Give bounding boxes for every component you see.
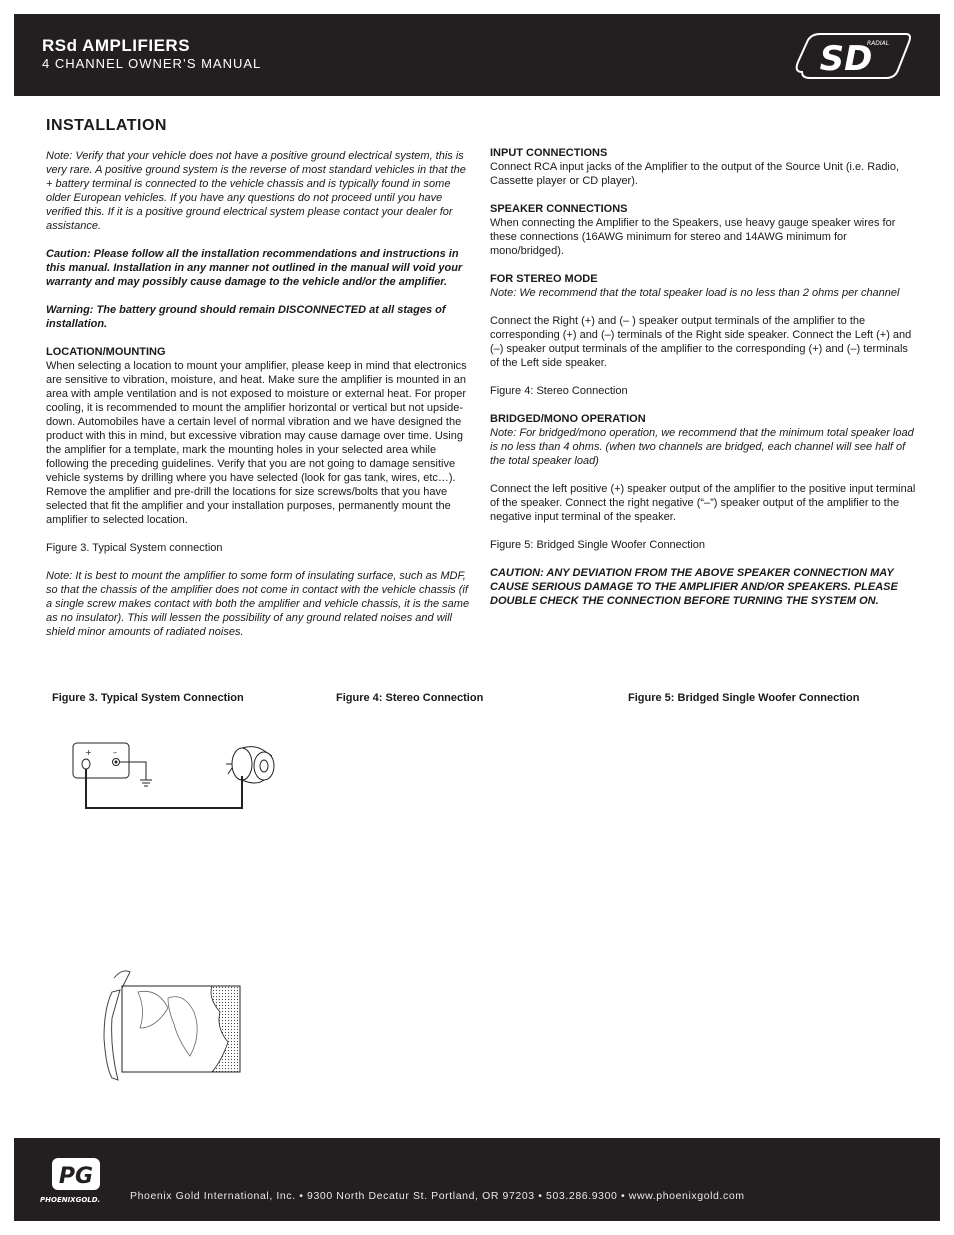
mounting-location-sketch [98,968,244,1082]
left-column [46,149,470,653]
bridged-block [490,412,918,468]
page-footer [14,1138,940,1221]
ground-wire [119,762,146,780]
phoenix-gold-logo [40,1156,126,1206]
battery-body [73,743,129,778]
speaker-connections-block [490,202,918,258]
power-wire [86,769,242,808]
warning-battery-ground: Warning: The battery ground should remain DISCONNECTED at all stages of installation. [46,304,446,330]
system-connection-diagram [66,736,282,816]
figure3-reference: Figure 3. Typical System connection [46,542,223,554]
battery-plus-label: + [85,748,92,757]
location-mounting-body: When selecting a location to mount your amplifier, please keep in mind that electronics are sensitive to vibration, moisture, and heat. Make sure the amplifier is mounted in an area with ample ventilation and is not exposed to moisture or external heat. For proper cooling, it is recommended to mount the amplifier horizontal or vertical but not upside-down. Automobiles have a certain level of normal vibration and we have designed the product with this in mind, but excessive vibration may cause damage over time. Using the amplifier for a template, mark the mounting holes in your selected area while following the preceding guidelines. Verify that you are not going to damage sensitive vehicle systems by drilling where you have selected (look for gas tank, wires, etc…). Remove the amplifier and pre-drill the locations for size screws/bolts that you have selected that fit the amplifier and your installation purposes, permanently mount the amplifier to selected location. [46,360,467,526]
speaker-icon [226,747,274,783]
carpet-texture-area [211,986,240,1072]
product-title: RSd AMPLIFIERS [42,36,191,55]
svg-text:PG: PG [58,1164,94,1189]
location-mounting-heading: LOCATION/MOUNTING [46,346,166,358]
caution-installation: Caution: Please follow all the installation recommendations and instructions in this manual. Installation in any manner not outlined in the manual will void your warranty and may possibly cause damage to the vehicle and/or the amplifier. [46,248,463,288]
phoenix-gold-wordmark: PHOENIXGOLD. [40,1196,101,1204]
stereo-mode-heading: FOR STEREO MODE [490,273,598,285]
ground-symbol-icon [140,780,152,786]
note-positive-ground: Note: Verify that your vehicle does not have a positive ground electrical system, this is very rare. A positive ground system is the reverse of most standard vehicles in that the + battery terminal is connected to the vehicle chassis and is typically found in some older European vehicles. If you have any questions do not proceed until you have verified this. If it is a positive ground electrical system please contact your dealer for assistance. [46,150,466,232]
stereo-mode-note: Note: We recommend that the total speaker load is no less than 2 ohms per channel [490,287,900,299]
bridged-body: Connect the left positive (+) speaker output of the amplifier to the positive input terminal of the speaker. Connect the right negative (“–”) speaker output of the amplifier to the negative input terminal of the speaker. [490,483,916,523]
logo-radial-text: RADIAL [866,40,890,47]
figure5-caption: Figure 5: Bridged Single Woofer Connection [628,692,860,704]
caution-deviation: CAUTION: ANY DEVIATION FROM THE ABOVE SPEAKER CONNECTION MAY CAUSE SERIOUS DAMAGE TO THE AMPLIFIER AND/OR SPEAKERS. PLEASE DOUBLE CHECK THE CONNECTION BEFORE TURNING THE SYSTEM ON. [490,567,898,607]
page-header [14,14,940,96]
input-connections-heading: INPUT CONNECTIONS [490,147,608,159]
figure4-caption: Figure 4: Stereo Connection [336,692,484,704]
figure4-reference: Figure 4: Stereo Connection [490,385,628,397]
speaker-connections-heading: SPEAKER CONNECTIONS [490,203,628,215]
figure5-reference: Figure 5: Bridged Single Woofer Connection [490,539,706,551]
note-insulating-surface: Note: It is best to mount the amplifier to some form of insulating surface, such as MDF, so that the chassis of the amplifier does not come in contact with the vehicle chassis (if a single screw makes contact with both the amplifier and vehicle chassis, it is the same as no insulator). This will lessen the possibility of any ground related noises and will shield minor amounts of radiated noises. [46,570,470,638]
battery-minus-label: – [113,748,117,757]
company-address: Phoenix Gold International, Inc. • 9300 North Decatur St. Portland, OR 97203 • 503.286.9300 • www.phoenixgold.com [130,1190,745,1202]
input-connections-body: Connect RCA input jacks of the Amplifier to the output of the Source Unit (i.e. Radio, Cassette player or CD player). [490,161,900,187]
stereo-mode-body: Connect the Right (+) and (– ) speaker output terminals of the amplifier to the corresponding (+) and (–) terminals of the Right side speaker. Connect the Left (+) and (–) speaker output terminals of the amplifier to the corresponding (+) and (–) terminals of the Left side speaker. [490,315,912,369]
vehicle-door-outline [104,990,120,1080]
location-mounting-block [46,345,470,527]
speaker-connections-body: When connecting the Amplifier to the Speakers, use heavy gauge speaker wires for these connections (16AWG minimum for stereo and 14AWG minimum for mono/bridged). [490,217,896,257]
bridged-note: Note: For bridged/mono operation, we recommend that the minimum total speaker load is no less than 4 ohms. (when two channels are bridged, each channel will see half of the total speaker load) [490,427,914,467]
figure3-caption: Figure 3. Typical System Connection [52,692,244,704]
stereo-mode-block [490,272,918,300]
logo-mark-text: SD [819,39,873,79]
rsd-radial-logo [792,32,912,80]
right-column [490,146,918,622]
manual-subtitle: 4 CHANNEL OWNER’S MANUAL [42,56,262,71]
battery-positive-terminal [82,759,90,769]
bridged-heading: BRIDGED/MONO OPERATION [490,413,646,425]
section-title: INSTALLATION [46,117,167,134]
input-connections-block [490,146,918,188]
